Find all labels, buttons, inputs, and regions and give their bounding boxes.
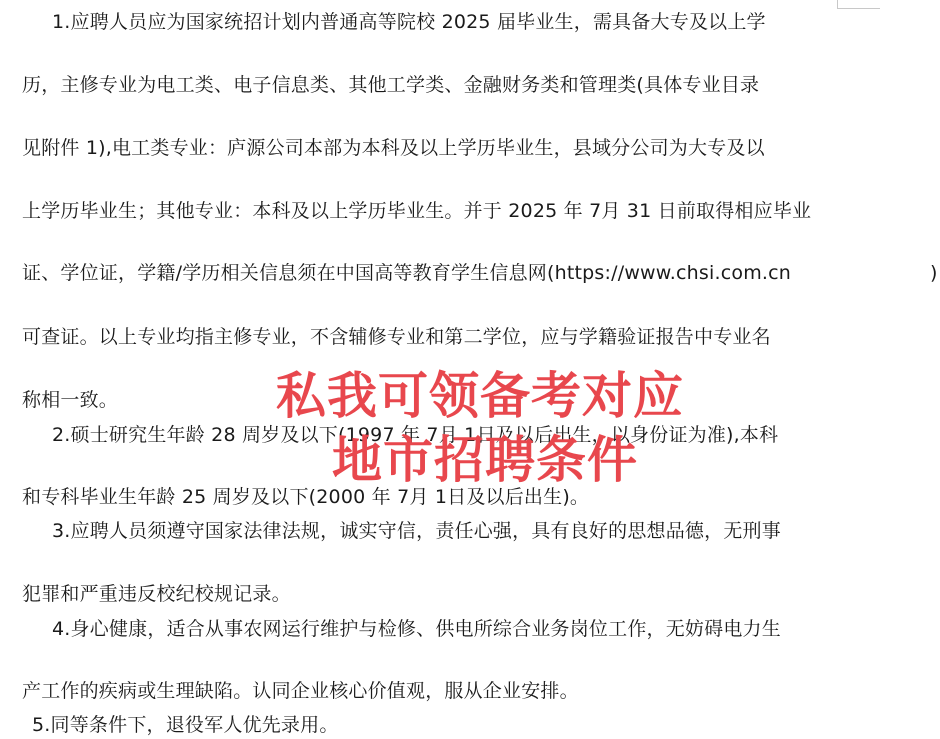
paragraph-line: 3.应聘人员须遵守国家法律法规，诚实守信，责任心强，具有良好的思想品德，无刑事 (52, 520, 781, 542)
paragraph-line: 产工作的疾病或生理缺陷。认同企业核心价值观，服从企业安排。 (22, 680, 579, 702)
paragraph-line: 犯罪和严重违反校纪校规记录。 (22, 583, 291, 605)
paragraph-line: 见附件 1),电工类专业：庐源公司本部为本科及以上学历毕业生，县域分公司为大专及以 (22, 137, 765, 159)
paragraph-line: 称相一致。 (22, 389, 119, 411)
paragraph-line: 证、学位证，学籍/学历相关信息须在中国高等教育学生信息网(https://www.chsi.com.cn (22, 262, 792, 284)
paragraph-line: 历，主修专业为电工类、电子信息类、其他工学类、金融财务类和管理类(具体专业目录 (22, 74, 760, 96)
watermark-line-1: 私我可领备考对应 (276, 367, 684, 425)
paragraph-line: 2.硕士研究生年龄 28 周岁及以下(1997 年 7月 1日及以后出生，以身份证为准),本科 (52, 424, 779, 446)
paragraph-line: 4.身心健康，适合从事农网运行维护与检修、供电所综合业务岗位工作，无妨碍电力生 (52, 618, 781, 640)
paragraph-line: 5.同等条件下，退役军人优先录用。 (32, 714, 339, 736)
url-closing-paren: ) (930, 262, 938, 284)
watermark-line-2: 地市招聘条件 (332, 431, 638, 489)
paragraph-line: 和专科毕业生年龄 25 周岁及以下(2000 年 7月 1日及以后出生)。 (22, 486, 590, 508)
paragraph-line: 上学历毕业生；其他专业：本科及以上学历毕业生。并于 2025 年 7月 31 日前取得相应毕业 (22, 200, 812, 222)
paragraph-line: 可查证。以上专业均指主修专业，不含辅修专业和第二学位，应与学籍验证报告中专业名 (22, 326, 771, 348)
page-corner-mark (837, 0, 880, 9)
paragraph-line: 1.应聘人员应为国家统招计划内普通高等院校 2025 届毕业生，需具备大专及以上学 (52, 11, 766, 33)
